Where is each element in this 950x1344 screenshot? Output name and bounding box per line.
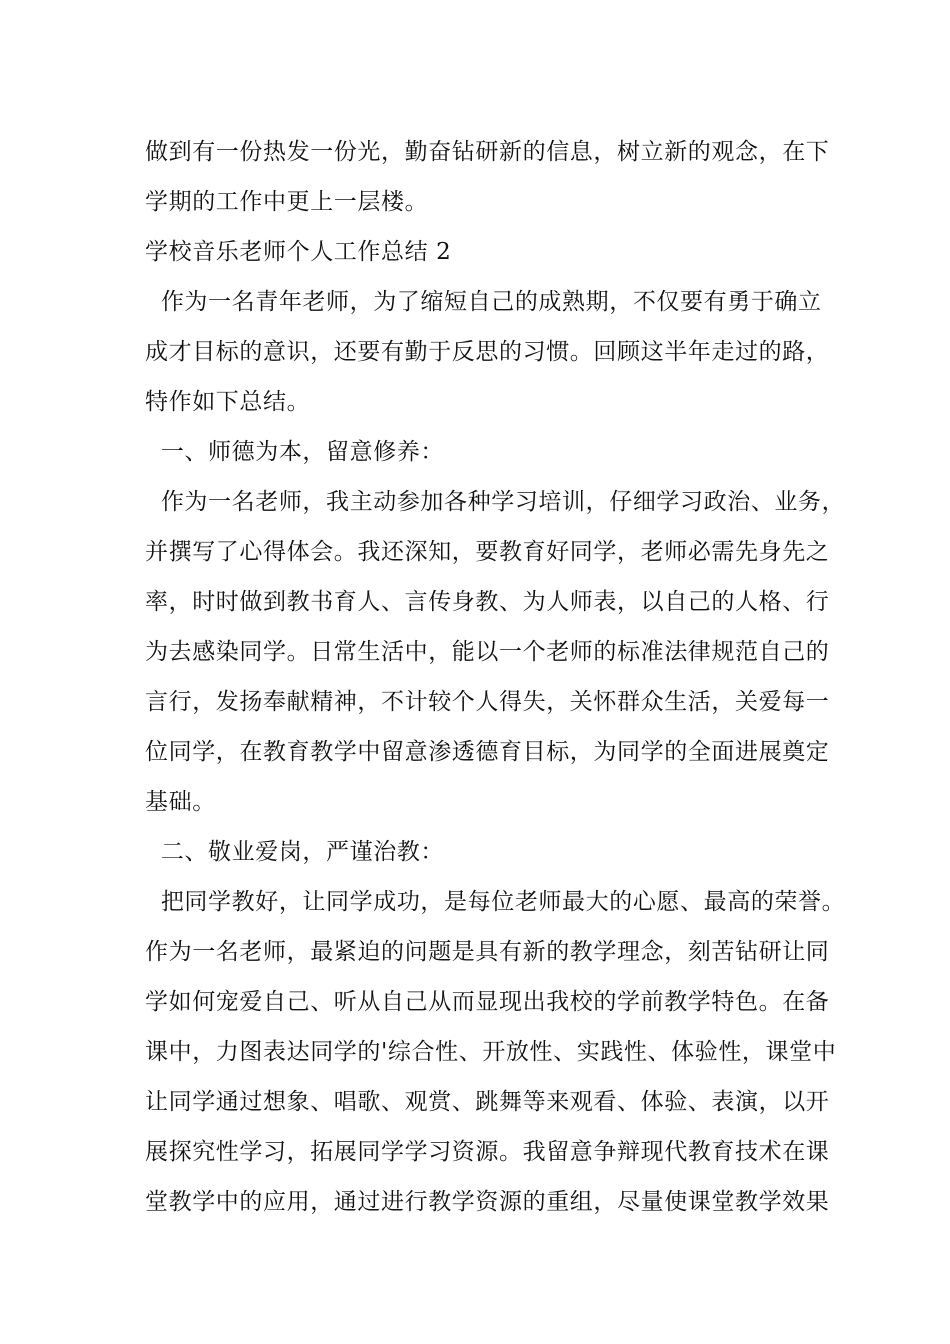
paragraph-line: 作为一名老师，最紧迫的问题是具有新的教学理念，刻苦钻研让同 bbox=[145, 939, 830, 965]
paragraph-line: 率，时时做到教书育人、言传身教、为人师表，以自己的人格、行 bbox=[145, 589, 830, 615]
paragraph-line: 特作如下总结。 bbox=[145, 389, 311, 415]
paragraph-line: 课中，力图表达同学的'综合性、开放性、实践性、体验性，课堂中 bbox=[145, 1039, 837, 1065]
paragraph-line: 做到有一份热发一份光，勤奋钻研新的信息，树立新的观念，在下 bbox=[145, 139, 830, 165]
paragraph-line: 位同学，在教育教学中留意渗透德育目标，为同学的全面进展奠定 bbox=[145, 739, 830, 765]
paragraph-line: 为去感染同学。日常生活中，能以一个老师的标准法律规范自己的 bbox=[145, 639, 830, 665]
paragraph-line: 并撰写了心得体会。我还深知，要教育好同学，老师必需先身先之 bbox=[145, 539, 830, 565]
section-heading: 二、敬业爱岗，严谨治教： bbox=[145, 839, 445, 865]
section-heading: 一、师德为本，留意修养： bbox=[145, 439, 445, 465]
paragraph-line: 作为一名青年老师，为了缩短自己的成熟期，不仅要有勇于确立 bbox=[145, 289, 822, 315]
paragraph-line: 成才目标的意识，还要有勤于反思的习惯。回顾这半年走过的路， bbox=[145, 339, 830, 365]
paragraph-line: 学期的工作中更上一层楼。 bbox=[145, 189, 429, 215]
paragraph-line: 展探究性学习，拓展同学学习资源。我留意争辩现代教育技术在课 bbox=[145, 1139, 830, 1165]
paragraph-line: 言行，发扬奉献精神，不计较个人得失，关怀群众生活，关爱每一 bbox=[145, 689, 830, 715]
paragraph-line: 学如何宠爱自己、听从自己从而显现出我校的学前教学特色。在备 bbox=[145, 989, 830, 1015]
paragraph-line: 把同学教好，让同学成功，是每位老师最大的心愿、最高的荣誉。 bbox=[145, 889, 846, 915]
paragraph-line: 基础。 bbox=[145, 789, 216, 815]
paragraph-line: 堂教学中的应用，通过进行教学资源的重组，尽量使课堂教学效果 bbox=[145, 1189, 830, 1215]
section-title: 学校音乐老师个人工作总结 2 bbox=[145, 239, 452, 265]
paragraph-line: 作为一名老师，我主动参加各种学习培训，仔细学习政治、业务， bbox=[145, 489, 846, 515]
paragraph-line: 让同学通过想象、唱歌、观赏、跳舞等来观看、体验、表演，以开 bbox=[145, 1089, 830, 1115]
